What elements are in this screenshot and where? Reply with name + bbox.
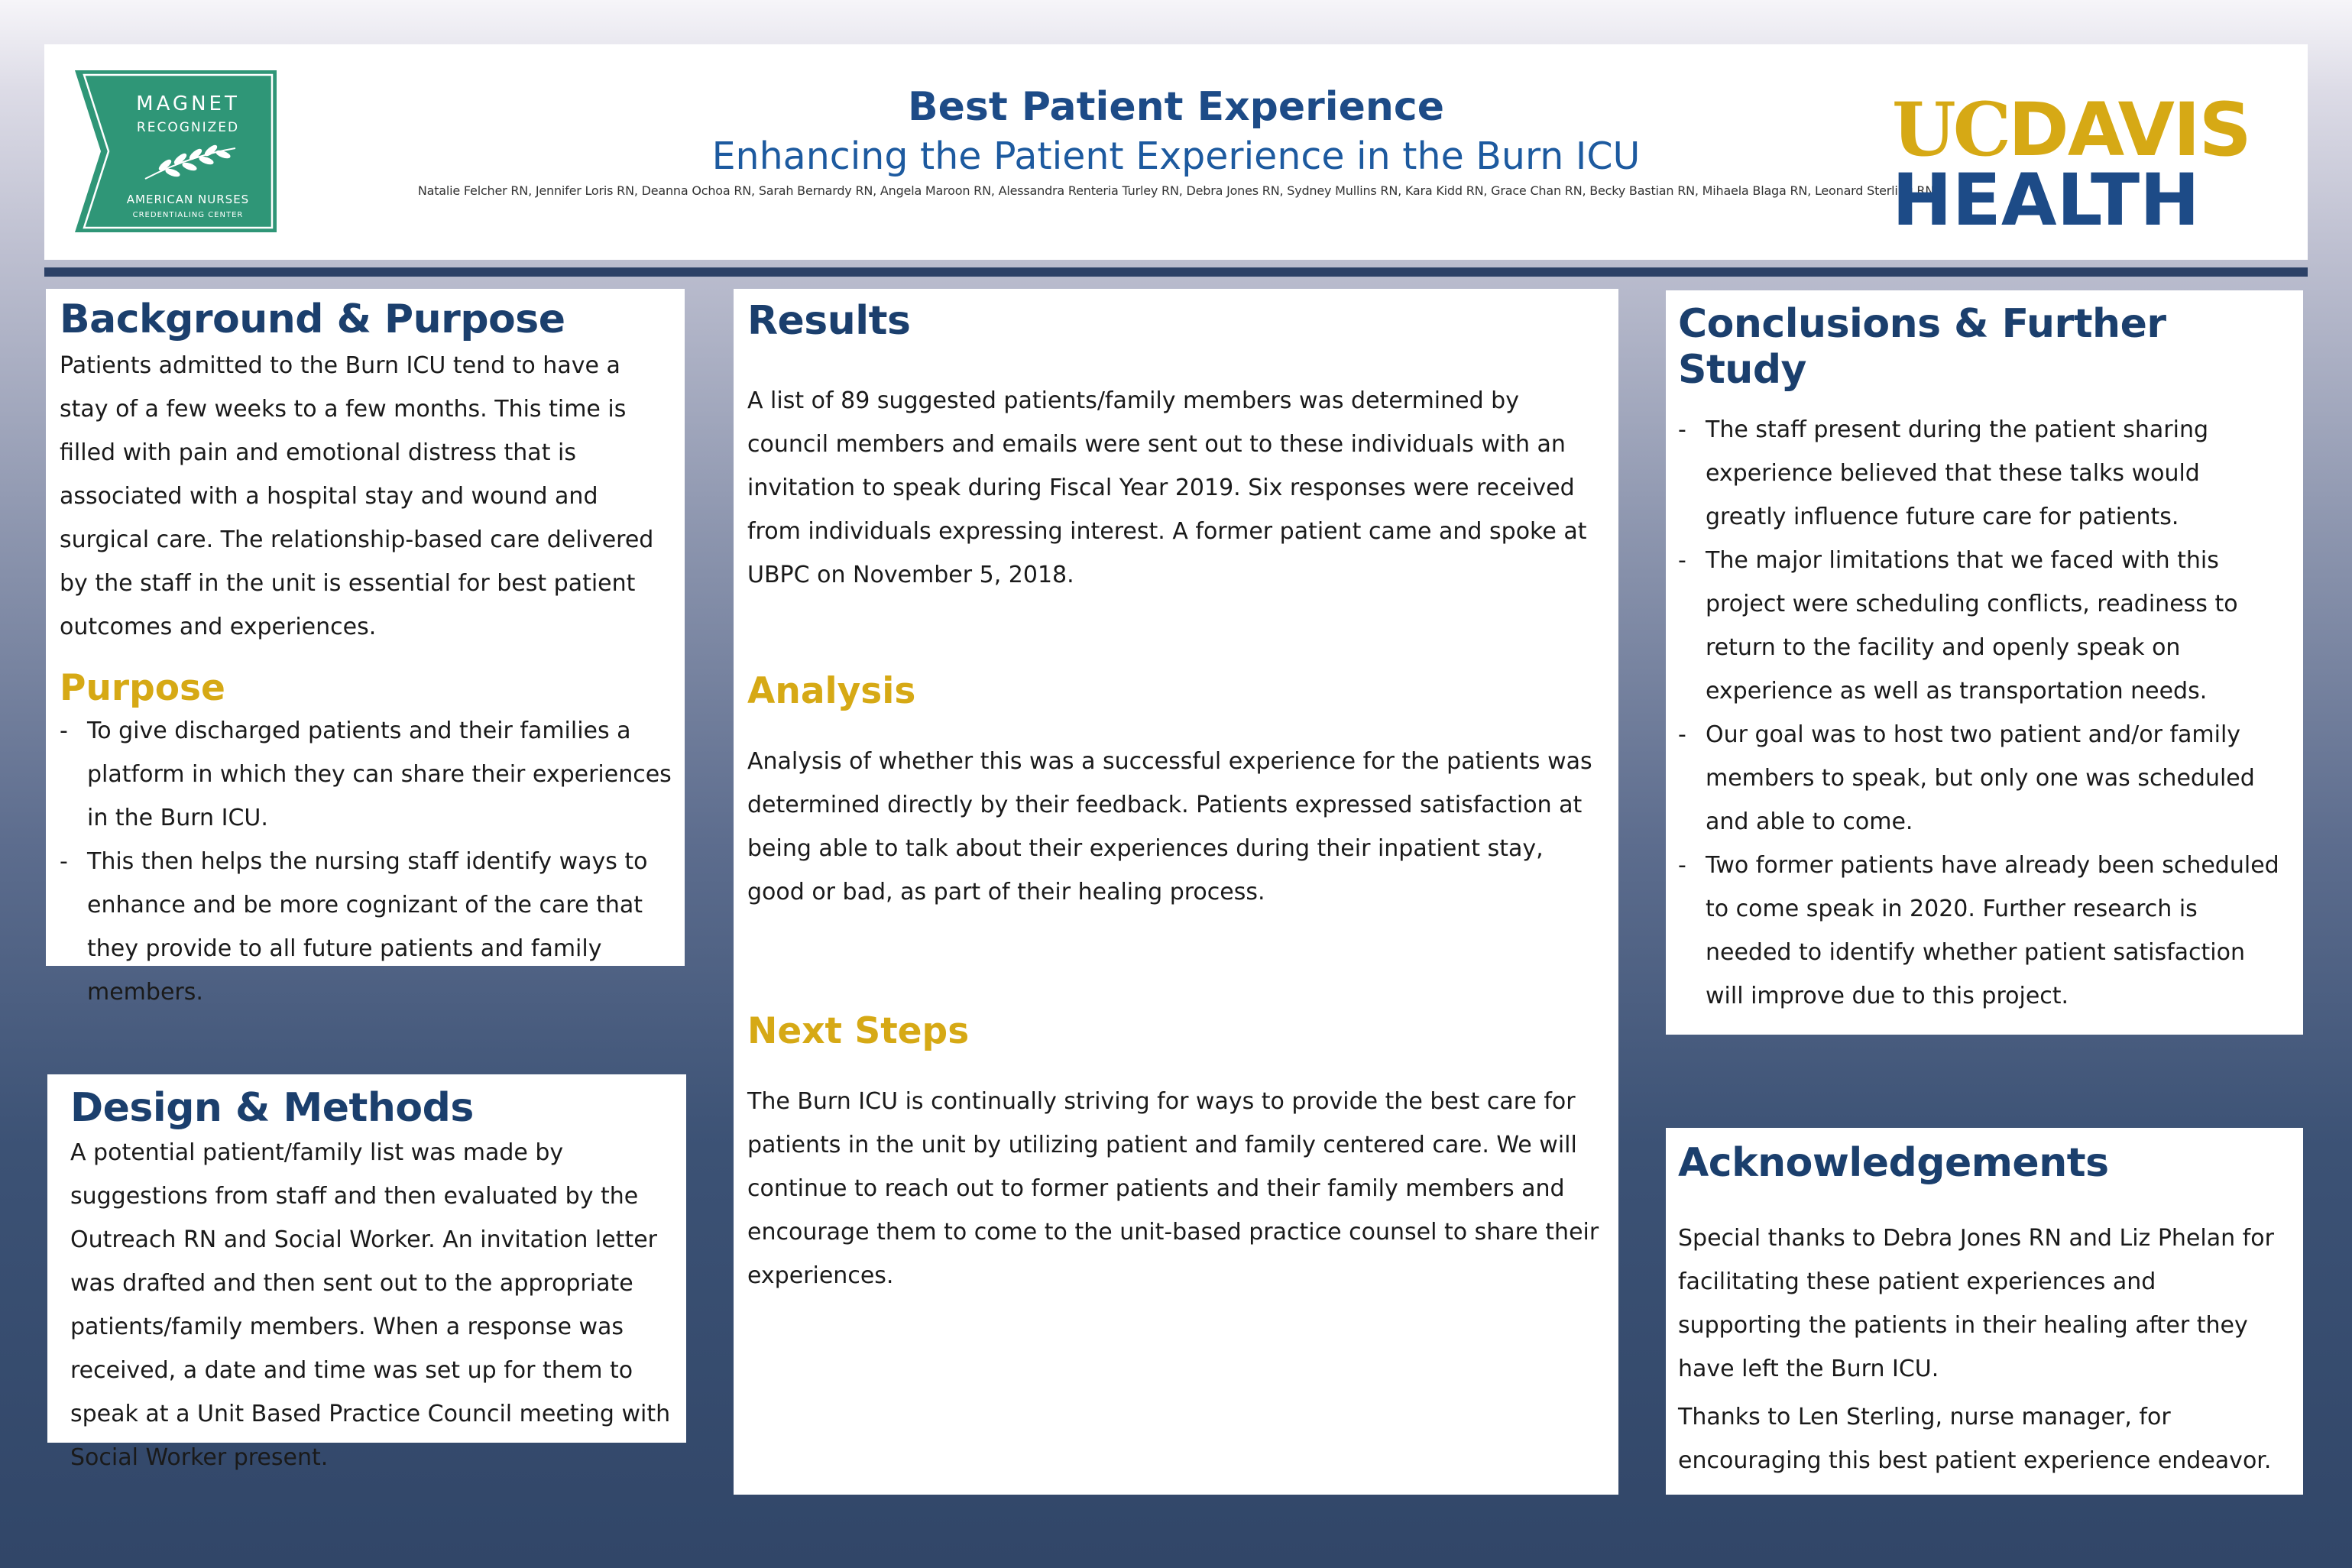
acknowledgements-heading: Acknowledgements [1678, 1140, 2109, 1186]
purpose-list [60, 709, 672, 1014]
results-panel [734, 289, 1618, 1495]
background-heading: Background & Purpose [60, 296, 565, 342]
poster-subtitle: Enhancing the Patient Experience in the Burn ICU [711, 134, 1641, 178]
acknowledgements-panel [1666, 1128, 2303, 1495]
conclusion-item: - The staff present during the patient sharing experience believed that these talks would greatly influence future care for patients. [1678, 408, 2280, 539]
analysis-heading: Analysis [747, 670, 916, 712]
purpose-item: - To give discharged patients and their families a platform in which they can share their experiences in the Burn ICU. [60, 709, 672, 840]
design-methods-panel [47, 1074, 686, 1471]
header-divider [44, 267, 2308, 277]
logo-health: HEALTH [1892, 159, 2200, 242]
design-text: A potential patient/family list was made by suggestions from staff and then evaluated by the Outreach RN and Social Worker. An invitation letter was drafted and then sent out to the appropriate patients/family members. When a response was received, a date and time was set up for them to speak at a Unit Based Practice Council meeting with Social Worker present. [70, 1139, 671, 1471]
conclusion-item: - Two former patients have already been scheduled to come speak in 2020. Further research is needed to identify whether patient satisfaction will improve due to this project. [1678, 844, 2280, 1018]
magnet-logo-line1: MAGNET [136, 92, 240, 115]
acknowledgements-text-2: Thanks to Len Sterling, nurse manager, for encouraging this best patient experience endeavor. [1678, 1404, 2272, 1474]
conclusion-item: - The major limitations that we faced with this project were scheduling conflicts, readiness to return to the facility and openly speak on experience as well as transportation needs. [1678, 539, 2280, 713]
author-list: Natalie Felcher RN, Jennifer Loris RN, Deanna Ochoa RN, Sarah Bernardy RN, Angela Maroon RN, Alessandra Renteria Turley RN, Debra Jones RN, Sydney Mullins RN, Kara Kidd RN, Grace Chan RN, Becky Bastian RN, Mihaela Blaga RN, Leonard Sterling RN [417, 183, 1935, 198]
background-text: Patients admitted to the Burn ICU tend to have a stay of a few weeks to a few months. This time is filled with pain and emotional distress that is associated with a hospital stay and wound and surgical care. The relationship-based care delivered by the staff in the unit is essential for best patient outcomes and experiences. [60, 352, 654, 640]
conclusions-panel [1666, 290, 2303, 1035]
magnet-logo-line2: RECOGNIZED [136, 120, 240, 135]
next-steps-heading: Next Steps [747, 1010, 970, 1052]
analysis-text: Analysis of whether this was a successful experience for the patients was determined directly by their feedback. Patients expressed satisfaction at being able to talk about their experiences during their inpatient stay, good or bad, as part of their healing process. [747, 748, 1592, 905]
purpose-item: - This then helps the nursing staff identify ways to enhance and be more cognizant of the care that they provide to all future patients and family members. [60, 840, 672, 1014]
conclusions-list [1678, 408, 2280, 1018]
poster-title: Best Patient Experience [908, 84, 1444, 130]
results-heading: Results [747, 298, 911, 344]
conclusion-item: - Our goal was to host two patient and/or family members to speak, but only one was scheduled and able to come. [1678, 713, 2280, 844]
conclusions-heading: Conclusions & Further Study [1678, 301, 2166, 393]
magnet-logo-line4: CREDENTIALING CENTER [132, 211, 244, 219]
uc-davis-health-logo [1892, 86, 2289, 242]
design-heading: Design & Methods [70, 1085, 474, 1131]
purpose-heading: Purpose [60, 667, 225, 709]
background-purpose-panel [46, 289, 685, 1006]
logo-uc: UC [1892, 86, 2009, 173]
next-steps-text: The Burn ICU is continually striving for ways to provide the best care for patients in the unit by utilizing patient and family centered care. We will continue to reach out to former patients and their family members and encourage them to come to the unit-based practice counsel to share their experiences. [747, 1088, 1599, 1289]
results-text: A list of 89 suggested patients/family members was determined by council members and emails were sent out to these individuals with an invitation to speak during Fiscal Year 2019. Six responses were received from individuals expressing interest. A former patient came and spoke at UBPC on November 5, 2018. [747, 387, 1587, 588]
poster-header [44, 44, 2308, 260]
logo-davis: DAVIS [2008, 87, 2250, 173]
magnet-logo-line3: AMERICAN NURSES [126, 193, 250, 206]
acknowledgements-text: Special thanks to Debra Jones RN and Liz Phelan for facilitating these patient experiences and supporting the patients in their healing after they have left the Burn ICU. [1678, 1225, 2274, 1382]
